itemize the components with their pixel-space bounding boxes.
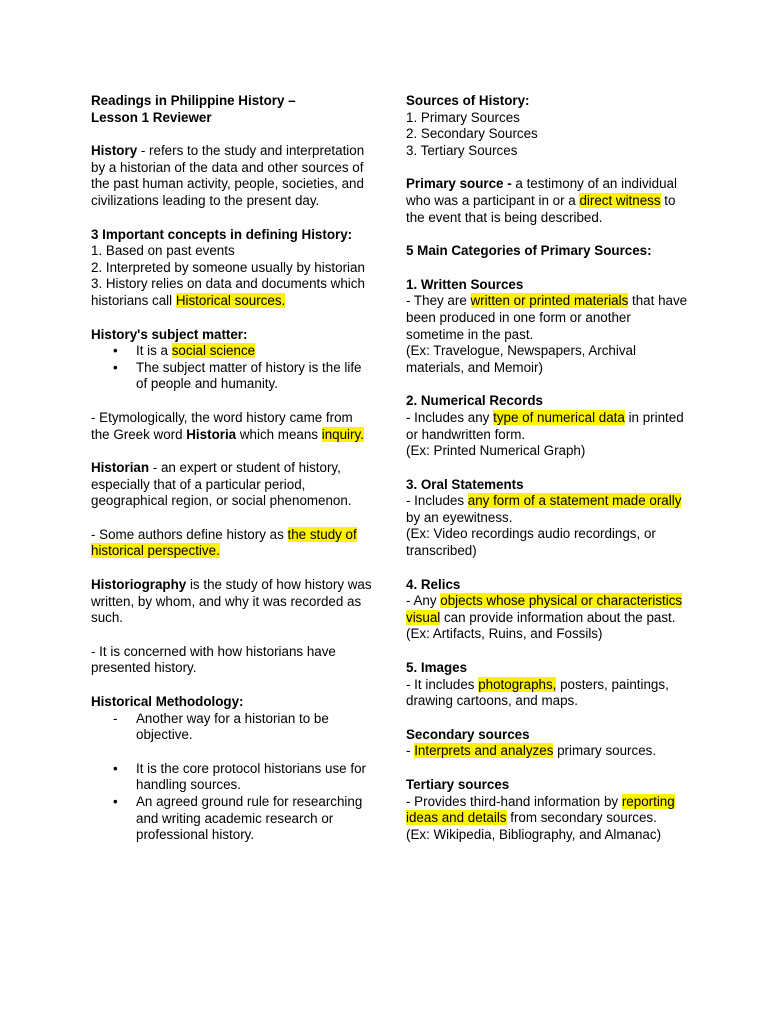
secondary-text-part: - xyxy=(406,743,415,759)
history-term: History xyxy=(91,143,138,159)
numerical-text-part: in printed or handwritten form. xyxy=(406,409,684,442)
list-text: It is the core protocol historians use for handling sources. xyxy=(136,760,366,793)
right-column xyxy=(406,93,692,843)
tertiary-text-part: from secondary sources. xyxy=(506,810,657,826)
bullet-text: The subject matter of history is the life of people and humanity. xyxy=(136,359,362,392)
primary-text: to the event that is being described. xyxy=(406,192,676,225)
highlight-oral-statement: any form of a statement made orally xyxy=(467,493,682,509)
highlight-written-materials: written or printed materials xyxy=(470,293,629,309)
primary-text: a testimony of an individual who was a participant in or a xyxy=(406,176,677,208)
authors-paragraph xyxy=(91,527,375,560)
images-heading: 5. Images xyxy=(406,660,468,676)
oral-text-part: by an eyewitness. xyxy=(406,509,513,525)
concept-item: 1. Based on past events xyxy=(91,243,235,259)
bullet-text: It is a xyxy=(136,343,172,359)
document-title xyxy=(91,93,375,126)
sources-heading: Sources of History: xyxy=(406,93,530,108)
highlight-numerical-data: type of numerical data xyxy=(493,409,625,425)
subject-list xyxy=(91,343,375,393)
historiography-def-text: is the study of how history was written, by whom, and why it was recorded as such. xyxy=(91,577,372,626)
written-example: (Ex: Travelogue, Newspapers, Archival materials, and Memoir) xyxy=(406,343,636,375)
historian-term: Historian xyxy=(91,460,150,476)
highlight-reporting-ideas: reporting ideas and details xyxy=(406,793,675,826)
written-text-part: that have been produced in one form or another sometime in the past. xyxy=(406,293,688,342)
images-text-part: posters, paintings, drawing cartoons, and maps. xyxy=(406,676,669,709)
highlight-inquiry: inquiry. xyxy=(321,426,364,442)
concepts-heading: 3 Important concepts in defining History: xyxy=(91,226,353,242)
oral-example: (Ex: Video recordings audio recordings, or transcribed) xyxy=(406,526,656,559)
oral-text xyxy=(406,493,692,526)
highlight-social-science: social science xyxy=(171,343,256,359)
list-item xyxy=(91,343,375,360)
list-text: An agreed ground rule for researching and writing academic research or professional history. xyxy=(136,794,363,843)
etym-text: - Etymologically, the word history came from the Greek word xyxy=(91,409,353,442)
relics-heading: 4. Relics xyxy=(406,576,461,592)
bullet-icon: • xyxy=(113,794,118,809)
numerical-example: (Ex: Printed Numerical Graph) xyxy=(406,443,586,459)
categories-heading: 5 Main Categories of Primary Sources: xyxy=(406,243,652,259)
source-item: 1. Primary Sources xyxy=(406,109,520,125)
history-definition xyxy=(91,143,375,209)
bullet-icon: • xyxy=(113,359,118,375)
title-line-2: Lesson 1 Reviewer xyxy=(91,109,212,125)
historiography-term: Historiography xyxy=(91,577,187,593)
tertiary-text xyxy=(406,794,692,827)
highlight-photographs: photographs, xyxy=(478,676,557,692)
oral-text-part: - Includes xyxy=(406,493,468,509)
images-text-part: - It includes xyxy=(406,676,479,692)
list-item xyxy=(91,794,375,844)
source-item: 2. Secondary Sources xyxy=(406,126,538,142)
concerned-paragraph: - It is concerned with how historians have presented history. xyxy=(91,643,336,676)
highlight-relics-objects: objects whose physical or characteristics visual xyxy=(406,593,683,625)
bullet-icon: • xyxy=(113,343,118,359)
methodology-heading: Historical Methodology: xyxy=(91,694,244,710)
etym-text: which means xyxy=(236,426,322,442)
list-item xyxy=(91,761,375,794)
list-item xyxy=(91,711,375,744)
numerical-heading: 2. Numerical Records xyxy=(406,393,543,409)
tertiary-heading: Tertiary sources xyxy=(406,777,510,792)
list-text: Another way for a historian to be objective. xyxy=(136,710,329,743)
historian-definition xyxy=(91,460,375,510)
secondary-text-part: primary sources. xyxy=(553,743,657,759)
methodology-list xyxy=(91,711,375,744)
list-item xyxy=(91,360,375,393)
tertiary-text-part: - Provides third-hand information by xyxy=(406,793,622,809)
concept-3-text: 3. History relies on data and documents which historians call xyxy=(91,276,365,308)
primary-source-definition xyxy=(406,176,692,226)
written-text-part: - They are xyxy=(406,293,471,309)
bullet-icon: • xyxy=(113,760,118,776)
written-text xyxy=(406,293,692,343)
highlight-interprets-analyzes: Interprets and analyzes xyxy=(414,743,554,759)
relics-text xyxy=(406,593,692,626)
primary-source-term: Primary source - xyxy=(406,176,512,192)
numerical-text-part: - Includes any xyxy=(406,409,494,425)
authors-text: - Some authors define history as xyxy=(91,526,288,542)
left-column xyxy=(91,93,375,844)
secondary-text xyxy=(406,743,692,760)
methodology-bullet-list xyxy=(91,761,375,844)
historiography-definition xyxy=(91,577,375,627)
dash-marker: - xyxy=(113,710,118,726)
tertiary-example: (Ex: Wikipedia, Bibliography, and Almanac) xyxy=(406,826,662,842)
subject-heading: History's subject matter: xyxy=(91,326,248,342)
highlight-historical-sources: Historical sources. xyxy=(175,292,286,308)
concept-item: 2. Interpreted by someone usually by historian xyxy=(91,259,365,275)
concept-item xyxy=(91,276,375,309)
history-def-text: - refers to the study and interpretation by a historian of the data and other sources of the past human activity, people, societies, and civilizations leading to the present day. xyxy=(91,143,365,208)
oral-heading: 3. Oral Statements xyxy=(406,476,524,492)
title-line-1: Readings in Philippine History – xyxy=(91,93,296,108)
relics-example: (Ex: Artifacts, Ruins, and Fossils) xyxy=(406,626,603,642)
written-heading: 1. Written Sources xyxy=(406,276,524,292)
images-text xyxy=(406,677,692,710)
highlight-direct-witness: direct witness xyxy=(579,192,661,208)
secondary-heading: Secondary sources xyxy=(406,726,530,742)
historia-term: Historia xyxy=(186,426,237,442)
etymology-paragraph xyxy=(91,410,375,443)
historian-def-text: - an expert or student of history, especially that of a particular period, geographical region, or social phenomenon. xyxy=(91,460,352,509)
source-item: 3. Tertiary Sources xyxy=(406,142,518,158)
highlight-study-perspective: the study of historical perspective. xyxy=(91,526,357,559)
numerical-text xyxy=(406,410,692,443)
relics-text-part: can provide information about the past. xyxy=(440,609,676,625)
relics-text-part: - Any xyxy=(406,593,441,609)
